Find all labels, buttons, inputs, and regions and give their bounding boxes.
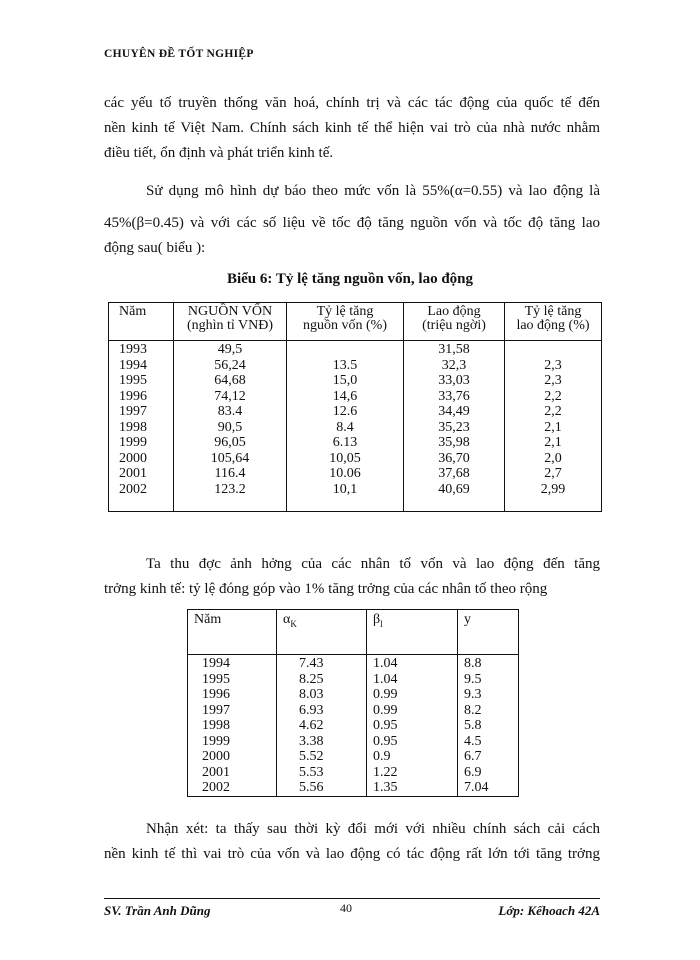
table-cell: 64,68	[214, 373, 246, 388]
alpha-symbol: α	[283, 612, 291, 627]
table-cell: 2002	[202, 780, 230, 795]
table-cell: 1999	[119, 435, 147, 450]
table-cell: 5.53	[299, 764, 324, 780]
table-cell: 35,23	[438, 419, 470, 435]
table-cell: 10,1	[332, 481, 358, 497]
table-cell: 4.62	[299, 718, 324, 733]
table-cell: 2000	[119, 450, 147, 466]
table-cell: 8.03	[299, 687, 324, 702]
table-cell: 0.9	[373, 749, 391, 764]
paragraph-model	[104, 179, 600, 261]
column-header-capital-rate: Tỷ lệ tăng nguồn vốn (%)	[287, 303, 404, 341]
table-cell: 1996	[202, 687, 230, 702]
beta-column	[367, 655, 458, 797]
paragraph-contribution	[104, 552, 600, 602]
table-cell: 2,3	[544, 357, 562, 373]
year-column	[188, 655, 277, 797]
year-column	[109, 341, 174, 512]
beta-subscript: l	[380, 618, 383, 629]
table-cell: 37,68	[438, 466, 470, 481]
table-cell: 4.5	[464, 733, 482, 749]
table-cell: 2001	[119, 466, 147, 481]
y-column	[458, 655, 519, 797]
table-cell: 12.6	[332, 404, 358, 419]
contribution-table	[187, 609, 519, 797]
table-cell: 6.13	[332, 435, 358, 450]
table-cell: 1994	[202, 656, 230, 671]
table-cell: 1995	[119, 373, 147, 388]
table-cell: 123.2	[214, 481, 246, 497]
footer-class: Lớp: Kếhoach 42A	[498, 903, 600, 918]
table-cell: 2,1	[544, 435, 562, 450]
table-cell: 1.04	[373, 671, 398, 687]
table-cell: 116.4	[214, 466, 246, 481]
labor-rate-column	[505, 341, 602, 512]
column-header-labor: Lao động (triệu ngời)	[404, 303, 505, 341]
table-cell: 1.22	[373, 764, 398, 780]
table-cell: 7.04	[464, 780, 489, 795]
table-cell: 105,64	[210, 450, 250, 466]
table-cell: 2000	[202, 749, 230, 764]
table-cell: 1998	[202, 718, 230, 733]
table-cell: 2,2	[544, 388, 562, 404]
column-header-year: Năm	[109, 303, 174, 341]
table-cell: 15,0	[332, 373, 358, 388]
table-cell: 0.99	[373, 702, 398, 718]
capital-column	[174, 341, 287, 512]
table-cell: 7.43	[299, 656, 324, 671]
table-cell: 13.5	[332, 357, 358, 373]
footer-student: SV. Trần Anh Dũng	[104, 903, 211, 918]
table-cell: 35,98	[438, 435, 470, 450]
table-cell: 1.04	[373, 656, 398, 671]
column-header-year: Năm	[188, 610, 277, 655]
table-cell: 33,03	[438, 373, 470, 388]
capital-rate-column	[287, 341, 404, 512]
table-cell: 34,49	[438, 404, 470, 419]
table-cell: 8.8	[464, 656, 482, 671]
table-cell: 8.2	[464, 702, 482, 718]
table-cell: 96,05	[214, 435, 246, 450]
table-cell: 6.7	[464, 749, 482, 764]
labor-column	[404, 341, 505, 512]
table-cell: 3.38	[299, 733, 324, 749]
table-cell: 9.5	[464, 671, 482, 687]
table-cell: 1996	[119, 388, 147, 404]
table-cell: 83.4	[217, 404, 243, 419]
alpha-subscript: K	[290, 618, 297, 629]
paragraph-line: động sau( biểu ):	[104, 240, 206, 256]
table-cell: 2001	[202, 764, 230, 780]
paragraph-line: Ta thu đợc ảnh hởng của các nhân tố vốn và lao động đến tăng	[146, 556, 600, 572]
paragraph-line: 45%(β=0.45) và với các số liệu về tốc độ tăng nguồn vốn và tốc độ tăng lao	[104, 215, 600, 231]
table-cell: 56,24	[214, 357, 246, 373]
table-cell: 90,5	[217, 419, 243, 435]
capital-labor-table	[108, 302, 602, 512]
table-cell: 1994	[119, 357, 147, 373]
table-cell: 5.52	[299, 749, 324, 764]
table-cell: 40,69	[438, 481, 470, 497]
table-cell: 5.8	[464, 718, 482, 733]
table-cell: 8.4	[336, 419, 354, 435]
table-cell: 0.95	[373, 718, 398, 733]
table-cell: 10,05	[329, 450, 361, 466]
table-cell: 6.93	[299, 702, 324, 718]
table-cell: 9.3	[464, 687, 482, 702]
paragraph-line: Nhận xét: ta thấy sau thời kỳ đổi mới với nhiều chính sách cải cách	[146, 821, 600, 837]
table-cell: 8.25	[299, 671, 324, 687]
column-header-capital: NGUỒN VỐN (nghìn tỉ VNĐ)	[174, 303, 287, 341]
table-cell: 2,0	[544, 450, 562, 466]
document-header: CHUYÊN ĐỀ TỐT NGHIỆP	[104, 48, 254, 60]
footer-divider	[104, 898, 600, 899]
table-cell: 36,70	[438, 450, 470, 466]
column-header-alpha	[277, 610, 367, 655]
table-caption: Biểu 6: Tỷ lệ tăng nguồn vốn, lao động	[226, 271, 474, 287]
table-cell	[287, 342, 403, 358]
paragraph-remark	[104, 817, 600, 867]
table-cell: 1999	[202, 733, 230, 749]
table-cell: 2,7	[544, 466, 562, 481]
table-cell: 49,5	[217, 342, 243, 357]
page-number: 40	[340, 901, 352, 915]
table-cell: 2,2	[544, 404, 562, 419]
beta-symbol: β	[373, 612, 381, 627]
table-cell: 14,6	[332, 388, 358, 404]
paragraph-line: nền kinh tế Việt Nam. Chính sách kinh tế thể hiện vai trò của nhà nước nhằm	[104, 120, 600, 136]
table-cell: 74,12	[214, 388, 246, 404]
table-cell: 10.06	[329, 466, 361, 481]
column-header-labor-rate: Tỷ lệ tăng lao động (%)	[505, 303, 602, 341]
table-cell: 2,99	[540, 481, 566, 497]
table-cell: 2,3	[544, 373, 562, 388]
table-cell: 1995	[202, 671, 230, 687]
paragraph-line: nền kinh tế thì vai trò của vốn và lao động có tác động rất lớn tới tăng trởng	[104, 846, 600, 862]
table-cell: 2,1	[544, 419, 562, 435]
table-cell: 1997	[202, 702, 230, 718]
table-cell: 2002	[119, 481, 147, 497]
paragraph-line: trởng kinh tế: tỷ lệ đóng góp vào 1% tăng trởng của các nhân tố theo rộng	[104, 581, 548, 597]
table-cell: 1998	[119, 419, 147, 435]
paragraph-line: Sử dụng mô hình dự báo theo mức vốn là 55%(α=0.55) và lao động là	[146, 183, 600, 199]
paragraph-line: các yếu tố truyền thống văn hoá, chính trị và các tác động của quốc tế đến	[104, 95, 600, 111]
table-cell: 1997	[119, 404, 147, 419]
paragraph-intro	[104, 91, 600, 166]
column-header-y: y	[458, 610, 519, 655]
table-cell: 31,58	[438, 342, 470, 357]
table-cell: 1.35	[373, 780, 398, 795]
table-cell: 6.9	[464, 764, 482, 780]
table-cell: 0.95	[373, 733, 398, 749]
table-cell: 1993	[119, 342, 147, 357]
paragraph-line: điều tiết, ổn định và phát triển kinh tế.	[104, 145, 334, 161]
column-header-beta	[367, 610, 458, 655]
table-cell: 32,3	[441, 357, 467, 373]
table-cell	[505, 342, 601, 358]
alpha-column	[277, 655, 367, 797]
table-cell: 5.56	[299, 780, 324, 795]
table-cell: 0.99	[373, 687, 398, 702]
table-cell: 33,76	[438, 388, 470, 404]
